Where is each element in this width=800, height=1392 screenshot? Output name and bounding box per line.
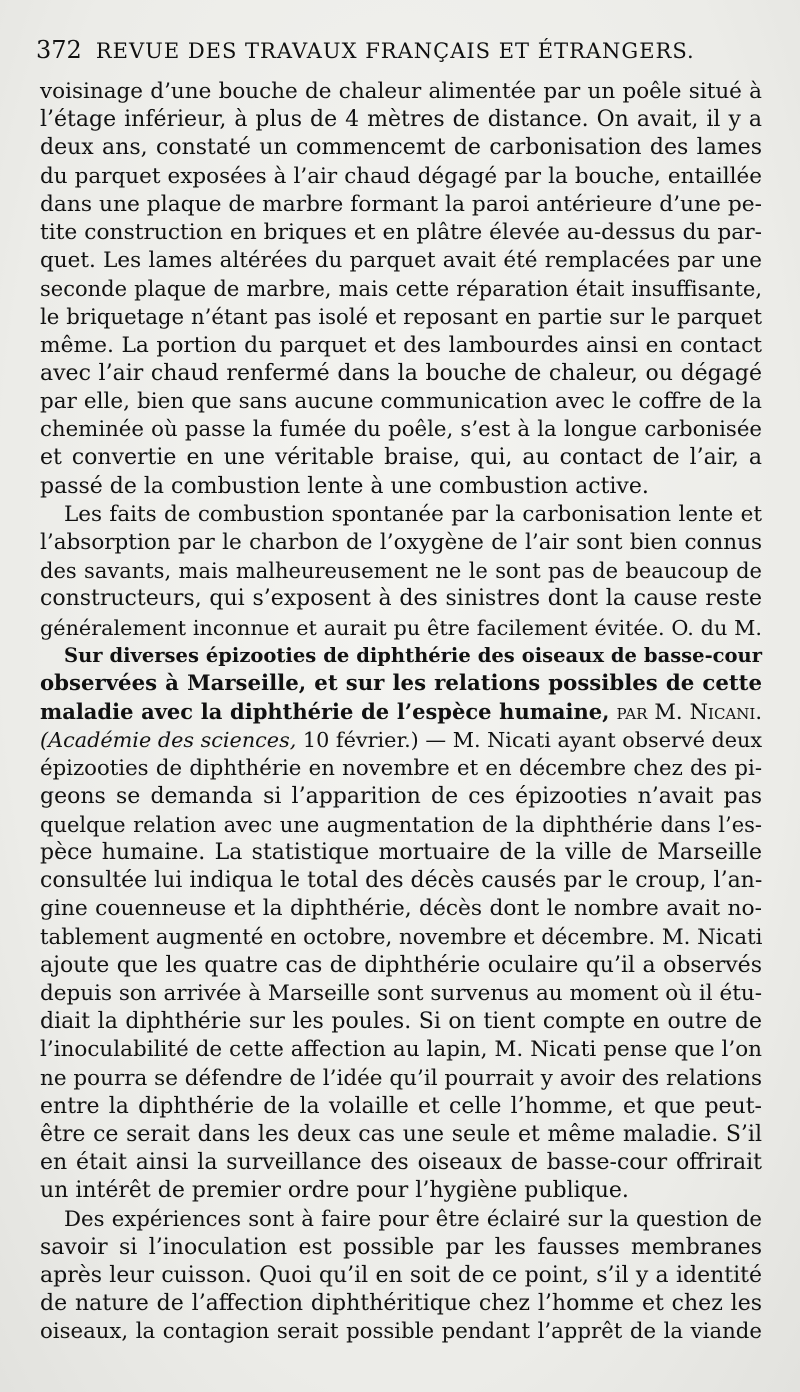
text-line: constructeurs, qui s’exposent à des sinistres dont la cause reste <box>40 586 762 612</box>
text-line: oiseaux, la contagion serait possible pendant l’apprêt de la viande <box>40 1319 762 1345</box>
running-head <box>36 36 762 78</box>
text-line: ne pourra se défendre de l’idée qu’il pourrait y avoir des relations <box>40 1065 762 1091</box>
text-line: l’absorption par le charbon de l’oxygène de l’air sont bien connus <box>40 530 762 555</box>
text-line: dans une plaque de marbre formant la paroi antérieure d’une pe- <box>40 191 762 217</box>
text-line: en était ainsi la surveillance des oiseaux de basse-cour offrirait <box>40 1150 762 1176</box>
text-line: ajoute que les quatre cas de diphthérie oculaire qu’il a observés <box>40 952 762 978</box>
page-number: 372 <box>36 36 82 64</box>
text-line: des savants, mais malheureusement ne le sont pas de beaucoup de <box>40 559 762 584</box>
text-line: Les faits de combustion spontanée par la carbonisation lente et <box>64 501 762 527</box>
text-line: même. La portion du parquet et des lambourdes ainsi en contact <box>40 332 762 358</box>
text-line: cheminée où passe la fumée du poêle, s’est à la longue carbonisée <box>40 417 762 443</box>
text-line: gine couenneuse et la diphthérie, décès dont le nombre avait no- <box>40 896 762 922</box>
text-line: l’étage inférieur, à plus de 4 mètres de distance. On avait, il y a <box>40 107 762 133</box>
text-line: par elle, bien que sans aucune communication avec le coffre de la <box>40 389 762 415</box>
text-line: tablement augmenté en octobre, novembre et décembre. M. Nicati <box>40 924 763 950</box>
text-line: passé de la combustion lente à une combustion active. <box>40 473 649 499</box>
text-line: généralement inconnue et aurait pu être facilement évitée. O. du M. <box>40 615 762 640</box>
text-line: de nature de l’affection diphthéritique chez l’homme et chez les <box>40 1291 762 1317</box>
running-title: REVUE DES TRAVAUX FRANÇAIS ET ÉTRANGERS. <box>95 39 695 63</box>
text-line: du parquet exposées à l’air chaud dégagé par la bouche, entaillée <box>40 163 762 189</box>
text-line: depuis son arrivée à Marseille sont survenus au moment où il étu- <box>40 981 762 1006</box>
article-title-line <box>40 698 762 726</box>
text-line: Des expériences sont à faire pour être éclairé sur la question de <box>64 1206 762 1232</box>
article-title-line: observées à Marseille, et sur les relations possibles de cette <box>40 670 762 696</box>
text-line: tite construction en briques et en plâtre élevée au-dessus du par- <box>40 219 762 245</box>
article-author: par M. Nicani. <box>609 700 762 725</box>
text-line: après leur cuisson. Quoi qu’il en soit de ce point, s’il y a identité <box>40 1262 762 1288</box>
article-source-rest: 10 février.) — M. Nicati ayant observé deux <box>296 728 763 753</box>
text-line: seconde plaque de marbre, mais cette réparation était insuffisante, <box>40 277 762 302</box>
paragraph-continuation <box>40 78 762 501</box>
text-line: entre la diphthérie de la volaille et celle l’homme, et que peut- <box>40 1093 762 1119</box>
text-line: un intérêt de premier ordre pour l’hygiène publique. <box>40 1178 629 1204</box>
article-source: (Académie des sciences, <box>40 728 297 753</box>
text-line: pèce humaine. La statistique mortuaire de la ville de Marseille <box>40 840 762 866</box>
text-line: le briquetage n’étant pas isolé et reposant en partie sur le parquet <box>40 304 762 330</box>
article-source-line <box>40 726 762 754</box>
text-line: l’inoculabilité de cette affection au lapin, M. Nicati pense que l’on <box>40 1037 762 1063</box>
text-line: être ce serait dans les deux cas une seule et même maladie. S’il <box>40 1121 762 1147</box>
text-line: savoir si l’inoculation est possible par les fausses membranes <box>40 1234 762 1260</box>
text-line: diait la diphthérie sur les poules. Si on tient compte en outre de <box>40 1009 762 1035</box>
article-diphtheria <box>40 642 762 1206</box>
text-line: et convertie en une véritable braise, qui, au contact de l’air, a <box>40 445 762 471</box>
paragraph-experiments <box>40 1206 762 1347</box>
text-line: consultée lui indiqua le total des décès causés par le croup, l’an- <box>40 868 763 894</box>
text-line: quelque relation avec une augmentation de la diphthérie dans l’es- <box>40 812 762 837</box>
text-line: quet. Les lames altérées du parquet avait été remplacées par une <box>40 248 762 274</box>
article-title-end: maladie avec la diphthérie de l’espèce humaine, <box>40 699 610 725</box>
text-line: deux ans, constaté un commencemt de carbonisation des lames <box>40 135 762 161</box>
text-line: voisinage d’une bouche de chaleur alimentée par un poêle situé à <box>40 79 762 104</box>
text-line: avec l’air chaud renfermé dans la bouche de chaleur, ou dégagé <box>40 360 762 386</box>
paragraph-combustion <box>40 501 762 642</box>
text-line: geons se demanda si l’apparition de ces épizooties n’avait pas <box>40 783 762 809</box>
text-line: épizooties de diphthérie en novembre et en décembre chez des pi- <box>40 755 762 781</box>
article-title-line: Sur diverses épizooties de diphthérie des oiseaux de basse-cour <box>64 643 762 667</box>
